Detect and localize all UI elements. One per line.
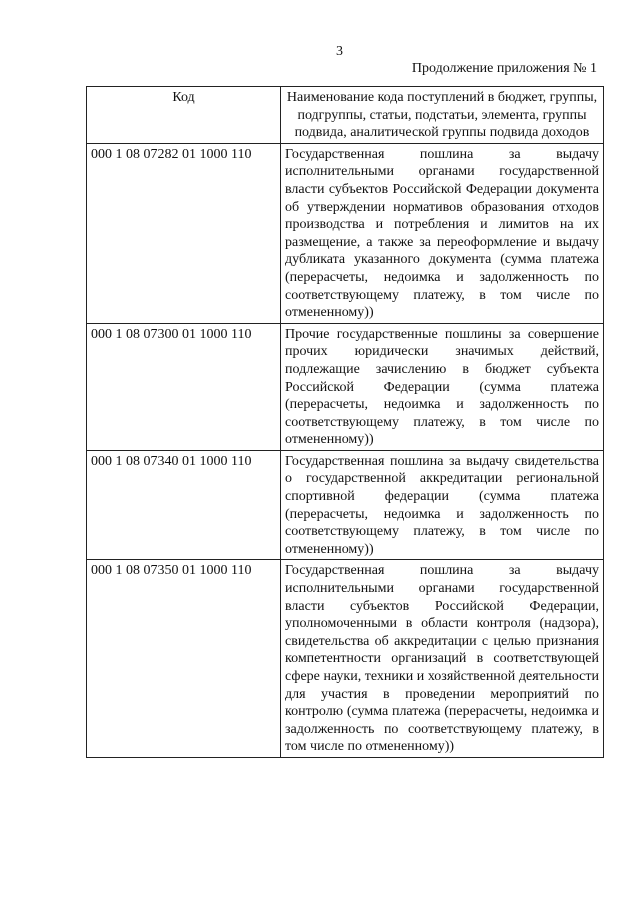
- revenue-name-cell: Государственная пошлина за выдачу свидетельства о государственной аккредитации региональной спортивной федерации (сумма платежа (перерасчеты, недоимка и задолженность по соответствующему платежу, в том числе по отмененному)): [281, 450, 604, 560]
- revenue-name-cell: Прочие государственные пошлины за совершение прочих юридически значимых действий, подлежащие зачислению в бюджет субъекта Российской Федерации (сумма платежа (перерасчеты, недоимка и задолженность по соответствующему платежу, в том числе по отмененному)): [281, 323, 604, 450]
- table-row: [87, 450, 604, 560]
- column-header-code: Код: [87, 87, 281, 144]
- revenue-code-cell: 000 1 08 07340 01 1000 110: [87, 450, 281, 560]
- appendix-continuation-note: Продолжение приложения № 1: [411, 61, 597, 76]
- revenue-codes-table: [86, 86, 604, 758]
- revenue-code-cell: 000 1 08 07300 01 1000 110: [87, 323, 281, 450]
- page-number: 3: [336, 44, 343, 59]
- table-row: [87, 323, 604, 450]
- table-row: [87, 560, 604, 758]
- revenue-name-cell: Государственная пошлина за выдачу исполнительными органами государственной власти субъектов Российской Федерации документа об утверждении нормативов образования отходов производства и потребления и лимитов на их размещение, а также за переоформление и выдачу дубликата указанного документа (сумма платежа (перерасчеты, недоимка и задолженность по соответствующему платежу, в том числе по отмененному)): [281, 143, 604, 323]
- revenue-code-cell: 000 1 08 07282 01 1000 110: [87, 143, 281, 323]
- revenue-name-cell: Государственная пошлина за выдачу исполнительными органами государственной власти субъектов Российской Федерации, уполномоченными в области контроля (надзора), свидетельства об аккредитации с целью признания компетентности организаций в соответствующей сфере науки, техники и хозяйственной деятельности для участия в проведении мероприятий по контролю (сумма платежа (перерасчеты, недоимка и задолженность по соответствующему платежу, в том числе по отмененному)): [281, 560, 604, 758]
- revenue-code-cell: 000 1 08 07350 01 1000 110: [87, 560, 281, 758]
- table-row: [87, 143, 604, 323]
- column-header-name: Наименование кода поступлений в бюджет, группы, подгруппы, статьи, подстатьи, элемента, группы подвида, аналитической группы подвида доходов: [281, 87, 604, 144]
- table-header-row: [87, 87, 604, 144]
